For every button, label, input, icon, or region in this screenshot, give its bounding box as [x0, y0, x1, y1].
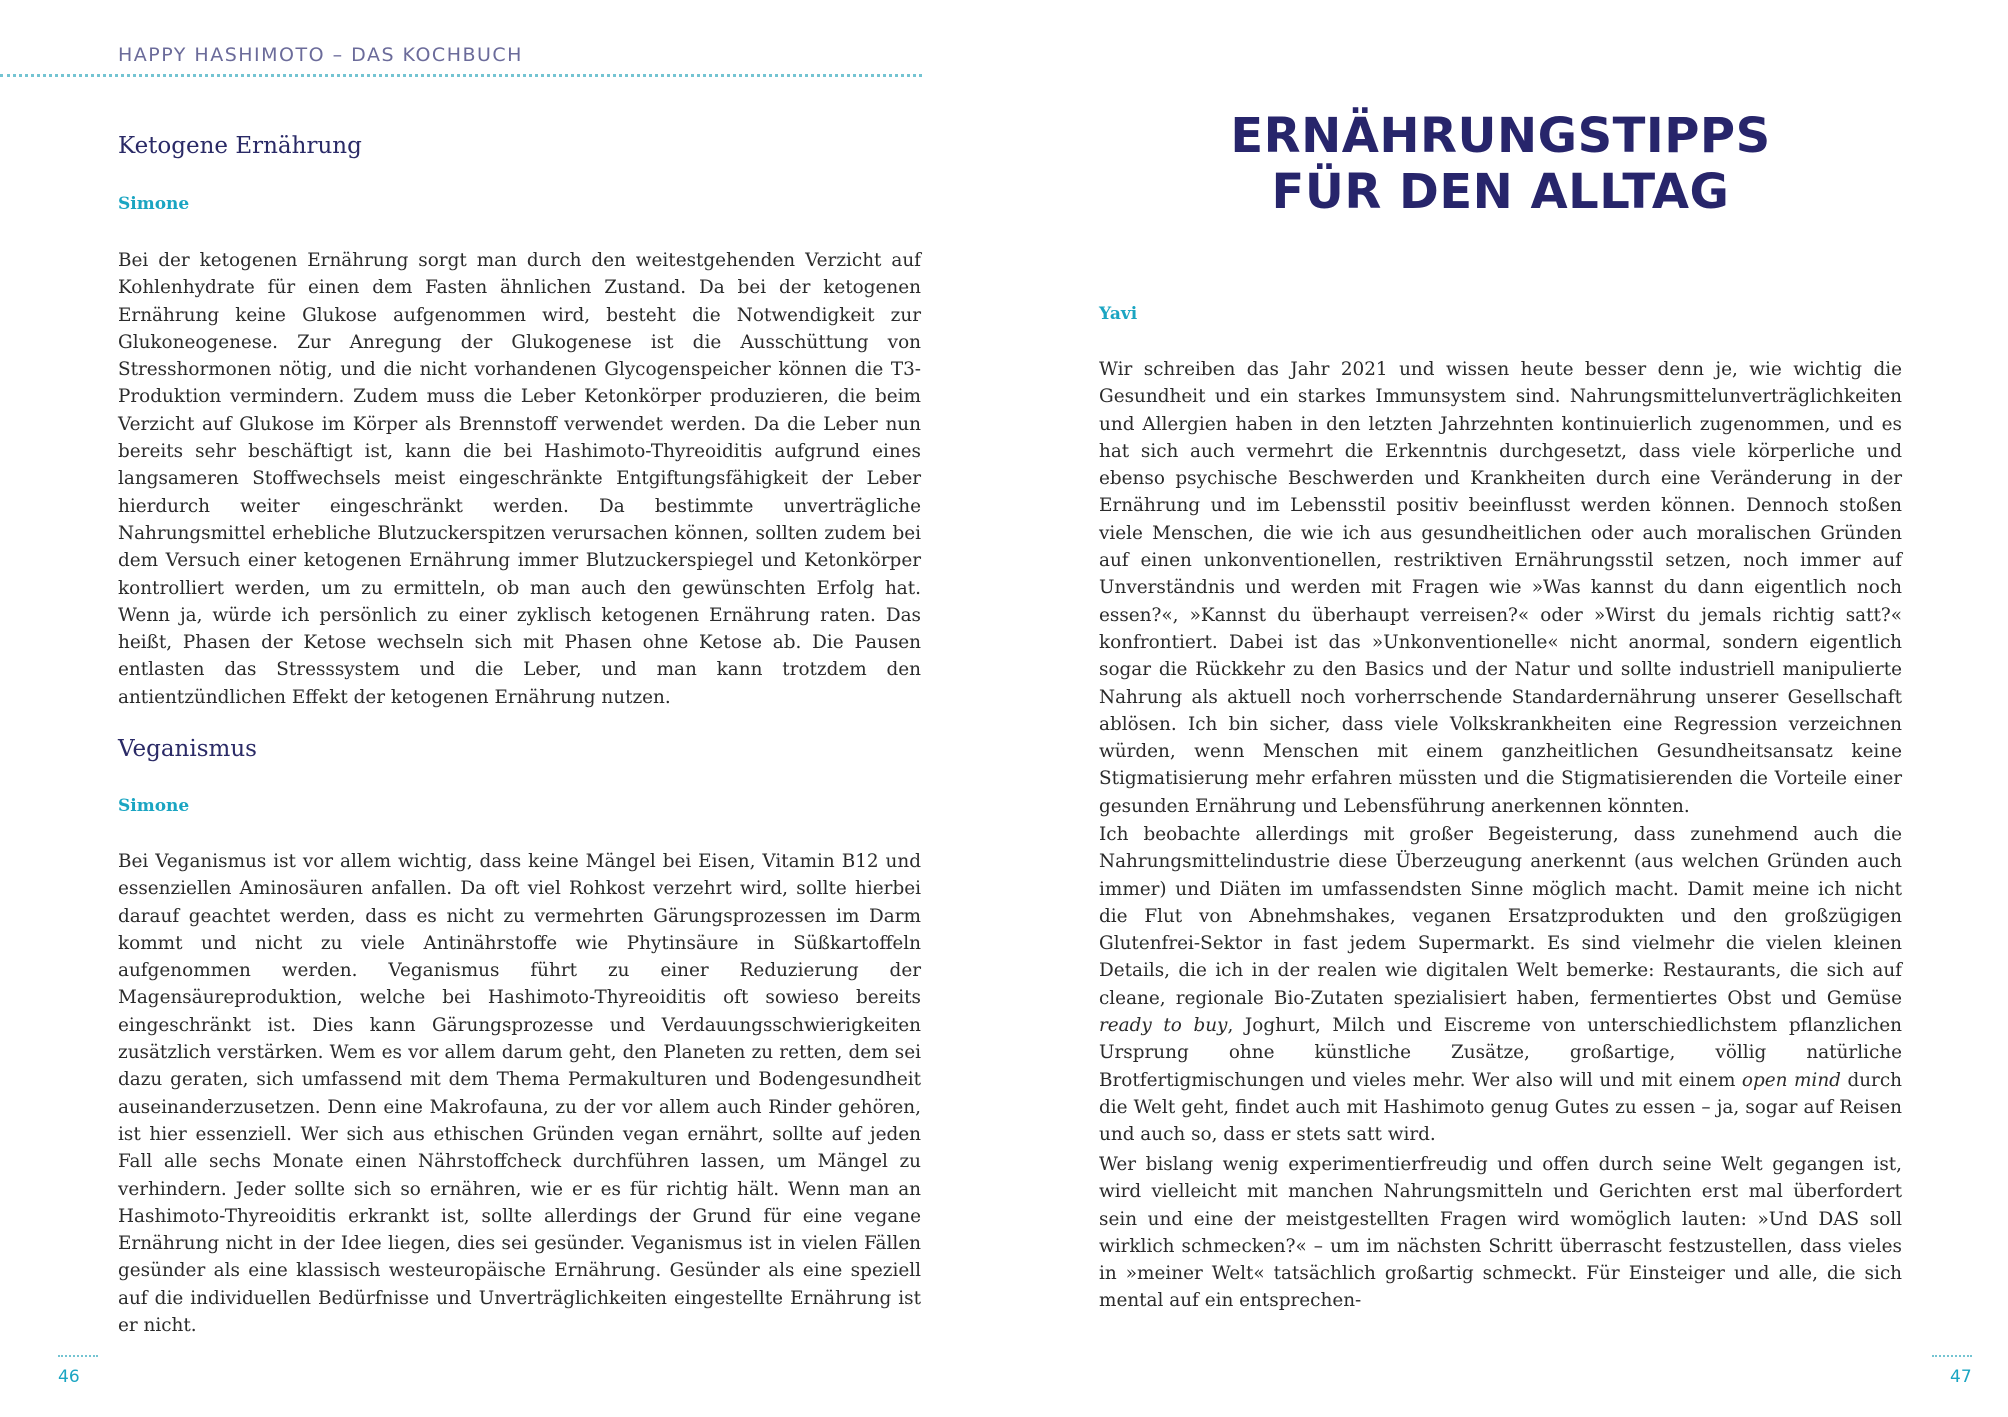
page-number: 46	[58, 1367, 80, 1387]
italic-text: open mind	[1741, 1069, 1841, 1091]
section-title-ketogen: Ketogene Ernährung	[118, 133, 362, 159]
body-paragraph	[1099, 821, 1902, 1149]
body-paragraph: Bei Veganismus ist vor allem wichtig, dass keine Mängel bei Eisen, Vitamin B12 und essenziellen Aminosäuren anfallen. Da oft viel Rohkost verzehrt wird, sollte hierbei darauf geachtet werden, dass es nicht zu vermehrten Gärungsprozessen im Darm kommt und nicht zu viele Antinährstoffe wie Phytinsäure in Süßkartoffeln aufgenommen werden. Veganismus führt zu einer Reduzierung der Magensäureproduktion, welche bei Hashimoto-Thyreoiditis oft sowieso bereits eingeschränkt ist. Dies kann Gärungsprozesse und Verdauungsschwierigkeiten zusätzlich verstärken. Wem es vor allem darum geht, den Planeten zu retten, dem sei dazu geraten, sich umfassend mit dem Thema Permakulturen und Bodengesundheit auseinanderzusetzen. Denn eine Makrofauna, zu der vor allem auch Rinder gehören, ist hier essenziell. Wer sich aus ethischen Gründen vegan ernährt, sollte auf jeden Fall alle sechs Monate einen Nährstoffcheck durchführen lassen, um Mängel zu verhindern. Jeder sollte sich so ernähren, wie er es für richtig hält. Wenn man an Hashimoto-Thyreoiditis erkrankt ist, sollte allerdings der Grund für eine vegane Ernährung nicht in der Idee liegen, dies sei gesünder. Veganismus ist in vielen Fällen gesünder als eine klassisch westeuropäische Ernährung. Gesünder als eine speziell auf die individuellen Bedürfnisse und Unverträglichkeiten eingestellte Ernährung ist er nicht.	[118, 851, 921, 1337]
section-title-veganismus: Veganismus	[118, 736, 257, 762]
header-dotted-rule	[0, 74, 922, 77]
author-label: Simone	[118, 796, 190, 816]
author-label: Simone	[118, 194, 190, 214]
chapter-title-line: FÜR DEN ALLTAG	[1271, 164, 1730, 220]
folio-dotted-rule	[1932, 1355, 1972, 1357]
folio-dotted-rule	[58, 1355, 98, 1357]
text-run: , Joghurt, Milch und Eiscreme von unterschiedlichstem pflanzlichen Ursprung ohne künstliche Zusätze, großartige, völlig natürliche Brotfertigmischungen und vieles mehr. Wer also will und mit einem	[1099, 1015, 1902, 1091]
body-paragraph: Wer bislang wenig experimentierfreudig und offen durch seine Welt gegangen ist, wird vielleicht mit manchen Nahrungsmitteln und Gerichten erst mal überfordert sein und eine der meistgestellten Fragen wird womöglich lauten: »Und DAS soll wirklich schmecken?« – um im nächsten Schritt überrascht festzustellen, dass vieles in »meiner Welt« tatsächlich großartig schmeckt. Für Einsteiger und alle, die sich mental auf ein entsprechen-	[1099, 1154, 1902, 1312]
body-paragraph: Wir schreiben das Jahr 2021 und wissen heute besser denn je, wie wichtig die Gesundheit und ein starkes Immunsystem sind. Nahrungsmittelunverträglichkeiten und Allergien haben in den letzten Jahrzehnten kontinuierlich zugenommen, und es hat sich auch vermehrt die Erkenntnis durchgesetzt, dass viele körperliche und ebenso psychische Beschwerden und Krankheiten durch eine Veränderung in der Ernährung und im Lebensstil positiv beeinflusst werden können. Dennoch stoßen viele Menschen, die wie ich aus gesundheitlichen oder auch moralischen Gründen auf einen unkonventionellen, restriktiven Ernährungsstil setzen, noch immer auf Unverständnis und werden mit Fragen wie »Was kannst du dann eigentlich noch essen?«, »Kannst du überhaupt verreisen?« oder »Wirst du jemals richtig satt?« konfrontiert. Dabei ist das »Unkonventionelle« nicht anormal, sondern eigentlich sogar die Rückkehr zu den Basics und der Natur und sollte industriell manipulierte Nahrung als aktuell noch vorherrschende Standardernährung unserer Gesellschaft ablösen. Ich bin sicher, dass viele Volkskrankheiten eine Regression verzeichnen würden, wenn Menschen mit einem ganzheitlichen Gesundheitsansatz keine Stigmatisierung mehr erfahren müssten und die Stigmatisierenden die Vorteile einer gesunden Ernährung und Lebensführung anerkennen könnten.	[1099, 359, 1902, 817]
text-run: durch die Welt geht, findet auch mit Hashimoto genug Gutes zu essen – ja, sogar auf Reisen und auch so, dass er stets satt wird.	[1099, 1069, 1902, 1146]
chapter-title	[1099, 108, 1902, 220]
chapter-title-line: ERNÄHRUNGSTIPPS	[1230, 108, 1771, 164]
right-page	[1004, 0, 2008, 1417]
author-label: Yavi	[1099, 304, 1138, 324]
text-run: Ich beobachte allerdings mit großer Begeisterung, dass zunehmend auch die Nahrungsmittelindustrie diese Überzeugung anerkennt (aus welchen Gründen auch immer) und Diäten im umfassendsten Sinne möglich macht. Damit meine ich nicht die Flut von Abnehmshakes, veganen Ersatzprodukten und den großzügigen Glutenfrei-Sektor in fast jedem Supermarkt. Es sind vielmehr die vielen kleinen Details, die ich in der realen wie digitalen Welt bemerke: Restaurants, die sich auf cleane, regionale Bio-Zutaten spezialisiert haben, fermentiertes Obst und Gemüse	[1099, 824, 1902, 1009]
body-paragraph: Bei der ketogenen Ernährung sorgt man durch den weitestgehenden Verzicht auf Kohlenhydrate für einen dem Fasten ähnlichen Zustand. Da bei der ketogenen Ernährung keine Glukose aufgenommen wird, besteht die Notwendigkeit zur Glukoneogenese. Zur Anregung der Glukogenese ist die Ausschüttung von Stresshormonen nötig, und die nicht vorhandenen Glycogenspeicher können die T3-Produktion vermindern. Zudem muss die Leber Ketonkörper produzieren, die beim Verzicht auf Glukose im Körper als Brennstoff verwendet werden. Da die Leber nun bereits sehr beschäftigt ist, kann die bei Hashimoto-Thyreoiditis aufgrund eines langsameren Stoffwechsels meist eingeschränkte Entgiftungsfähigkeit der Leber hierdurch weiter eingeschränkt werden. Da bestimmte unverträgliche Nahrungsmittel erhebliche Blutzuckerspitzen verursachen können, sollten zudem bei dem Versuch einer ketogenen Ernährung immer Blutzuckerspiegel und Ketonkörper kontrolliert werden, um zu ermitteln, ob man auch den gewünschten Erfolg hat. Wenn ja, würde ich persönlich zu einer zyklisch ketogenen Ernährung raten. Das heißt, Phasen der Ketose wechseln sich mit Phasen ohne Ketose ab. Die Pausen entlasten das Stresssystem und die Leber, und man kann trotzdem den antientzündlichen Effekt der ketogenen Ernährung nutzen.	[118, 250, 921, 708]
page-number: 47	[1950, 1367, 1972, 1387]
running-head: HAPPY HASHIMOTO – DAS KOCHBUCH	[118, 44, 523, 66]
italic-text: ready to buy	[1099, 1015, 1228, 1037]
